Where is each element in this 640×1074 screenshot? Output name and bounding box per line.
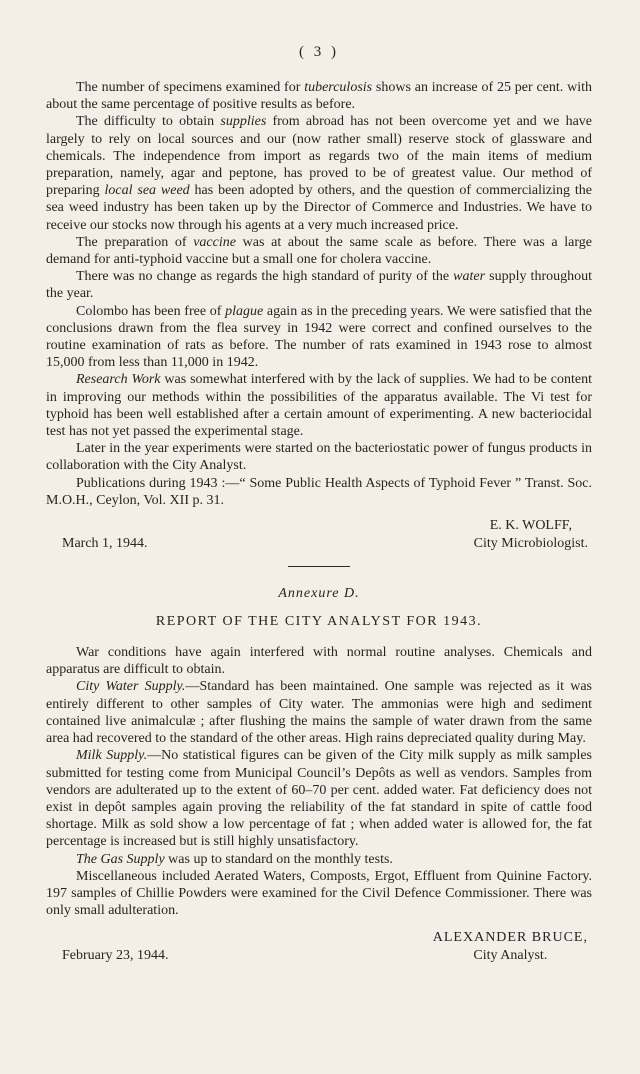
- paragraph-fungus: Later in the year experiments were started on the bacteriostatic power of fungus products in collaboration with the City Analyst.: [46, 441, 592, 474]
- signature-date: March 1, 1944.: [62, 535, 148, 551]
- page-number: ( 3 ): [299, 44, 339, 60]
- signature-block: [433, 929, 592, 964]
- signatory-title: City Analyst.: [473, 947, 548, 963]
- signature-block: [474, 517, 592, 552]
- report-title: REPORT OF THE CITY ANALYST FOR 1943.: [155, 614, 483, 630]
- paragraph-milk-supply: Milk Supply.—No statistical figures can be given of the City milk supply as milk samples submitted for testing come from Municipal Council’s Depôts as well as vendors. Samples from vendors are adulterated up to the extent of 60–70 per cent. added water. Fat deficiency does not exist in depôt samples again proving the reliability of the fat standard in spite of cattle food shortage. Milk as sold show a low percentage of fat ; when added water is allowed for, the fat percentage is increased but is still highly unsatisfactory.: [46, 748, 592, 850]
- signatory-name: ALEXANDER BRUCE,: [432, 930, 588, 946]
- paragraph-war-conditions: War conditions have again interfered with normal routine analyses. Chemicals and apparatus are difficult to obtain.: [46, 645, 592, 678]
- analyst-signature: [46, 929, 592, 964]
- paragraph-miscellaneous: Miscellaneous included Aerated Waters, Composts, Ergot, Effluent from Quinine Factory. 197 samples of Chillie Powders were examined for the Civil Defence Commissioner. There was only small adulteration.: [46, 868, 592, 919]
- section-divider: [288, 566, 350, 567]
- paragraph-gas-supply: The Gas Supply was up to standard on the monthly tests.: [76, 851, 393, 867]
- signature-date: February 23, 1944.: [62, 947, 169, 963]
- paragraph-tuberculosis: The number of specimens examined for tuberculosis shows an increase of 25 per cent. with about the same percentage of positive results as before.: [46, 80, 592, 113]
- paragraph-publications: Publications during 1943 :—“ Some Public Health Aspects of Typhoid Fever ” Transt. Soc. M.O.H., Ceylon, Vol. XII p. 31.: [46, 475, 592, 508]
- microbiologist-signature: [46, 517, 592, 552]
- paragraph-plague: Colombo has been free of plague again as in the preceding years. We were satisfied that the conclusions drawn from the flea survey in 1942 were correct and confined ourselves to the routine examination of rats as before. The number of rats examined in 1943 rose to almost 15,000 from less than 11,000 in 1942.: [46, 303, 592, 371]
- paragraph-vaccine: The preparation of vaccine was at about the same scale as before. There was a large demand for anti-typhoid vaccine but a small one for cholera vaccine.: [46, 234, 592, 268]
- paragraph-supplies: The difficulty to obtain supplies from abroad has not been overcome yet and we have largely to rely on local sources and our (now rather small) reserve stock of glassware and chemicals. The independence from import as regards two of the main items of medium preparation, namely, agar and peptone, has proved to be of greatest value. Our method of preparing local sea weed has been adopted by others, and the question of commercializing the sea weed industry has been taken up by the Director of Commerce and Industries. We have to receive our stocks now through his agents at a very much increased price.: [46, 114, 592, 233]
- microbiologist-report: [46, 79, 592, 552]
- signatory-title: City Microbiologist.: [473, 535, 588, 551]
- paragraph-city-water: City Water Supply.—Standard has been maintained. One sample was rejected as it was entirely different to other samples of City water. The ammonias were high and sediment contained live animalculæ ; after flushing the mains the sample of water drawn from the same area had recovered to the standard of the other areas. High rains depreciated quality during May.: [46, 679, 592, 747]
- annexure-label: Annexure D.: [278, 586, 360, 602]
- paragraph-research: Research Work was somewhat interfered with by the lack of supplies. We had to be content in improving our methods within the possibilities of the apparatus available. The Vi test for typhoid has been well established after a certain amount of experimenting. A new bacteriocidal test has not yet passed the experimental stage.: [46, 372, 593, 440]
- analyst-report: [46, 644, 592, 964]
- paragraph-water: There was no change as regards the high standard of purity of the water supply throughout the year.: [46, 269, 592, 302]
- signatory-name: E. K. WOLFF,: [489, 518, 572, 534]
